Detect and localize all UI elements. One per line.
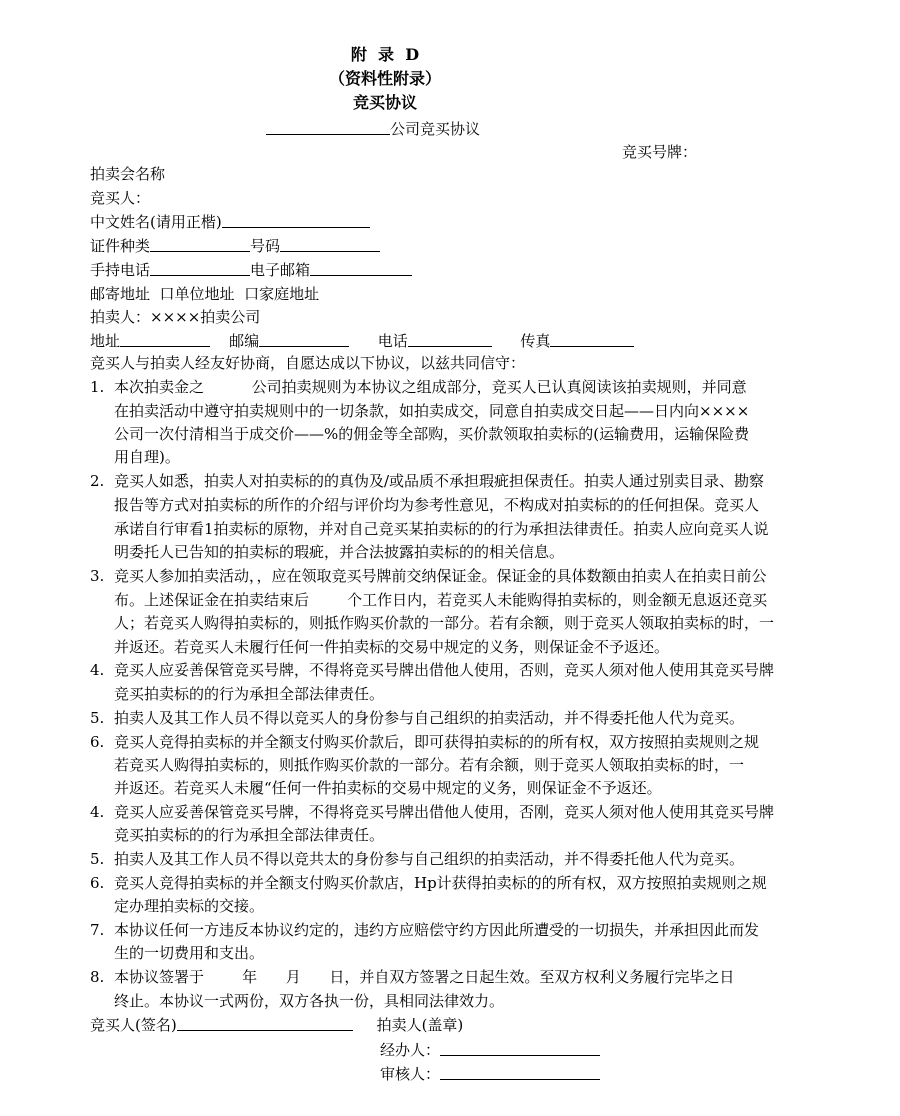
intro-text: 竞买人与拍卖人经友好协商，自愿达成以下协议，以兹共同信守：	[90, 354, 526, 372]
handler-field	[380, 1039, 600, 1061]
clause-line: 报告等方式对拍卖标的所作的介绍与评价均为参考性意见，不构成对拍卖标的的任何担保。竞买人	[114, 496, 760, 514]
fax-blank	[550, 331, 634, 347]
bidder-signature-blank	[177, 1015, 353, 1031]
paddle-number-label: 竞买号牌：	[622, 143, 698, 161]
email-blank	[310, 260, 412, 276]
clause-number: 8.	[90, 968, 105, 986]
clause-line: 公司一次付清相当于成交价——%的佣金等全部购，买价款领取拍卖标的(运输费用，运输保险费	[114, 425, 750, 443]
id-number-blank	[280, 236, 380, 252]
bidder-signature-field	[90, 1014, 463, 1036]
clause-line: 定办理拍卖标的交接。	[114, 897, 265, 915]
id-type-label: 证件种类	[90, 237, 151, 255]
id-number-label: 号码	[250, 237, 281, 255]
appendix-note: （资料性附录）	[328, 69, 441, 88]
id-type-blank	[150, 236, 250, 252]
clause-line: 竞买人竞得拍卖标的并全额支付购买价款店，Hp计获得拍卖标的的所有权，双方按照拍卖规则之规	[114, 874, 767, 892]
clause-number: 4.	[90, 661, 105, 679]
clause-line: 若竞买人购得拍卖标的，则抵作购买价款的一部分。若有余额，则于竞买人领取拍卖标的时，一	[114, 756, 745, 774]
document-title: 竞买协议	[352, 93, 417, 112]
chinese-name-blank	[222, 212, 370, 228]
phone-label: 电话	[377, 332, 408, 350]
clause-line: 本协议任何一方违反本协议约定的，违约方应赔偿守约方因此所遭受的一切损失，并承担因此而发	[114, 921, 760, 939]
clause-line: 人；若竞买人购得拍卖标的，则抵作购买价款的一部分。若有余额，则于竞买人领取拍卖标的时，一	[114, 614, 775, 632]
clause-line: 竞买人参加拍卖活动，，应在领取竞买号牌前交纳保证金。保证金的具体数额由拍卖人在拍卖日前公	[114, 567, 767, 585]
id-field	[90, 235, 380, 257]
clause-number: 3.	[90, 567, 105, 585]
company-suffix: 公司竞买协议	[390, 120, 481, 138]
contact-field	[90, 259, 412, 281]
clause-line: 竞买人竞得拍卖标的并全额支付购买价款后，即可获得拍卖标的的所有权，双方按照拍卖规则之规	[114, 733, 760, 751]
clause-number: 5.	[90, 850, 105, 868]
clause-number: 2.	[90, 472, 105, 490]
clause-line: 并返还。若竞买人未履行任何一件拍卖标的交易中规定的义务，则保证金不予返还。	[114, 638, 670, 656]
fax-label: 传真	[520, 332, 551, 350]
auctioneer-label: 拍卖人：××××拍卖公司	[90, 308, 261, 326]
clause-number: 6.	[90, 733, 105, 751]
address-blank	[120, 331, 210, 347]
clause-number: 6.	[90, 874, 105, 892]
email-label: 电子邮箱	[250, 261, 311, 279]
auctioneer-contact-field	[90, 330, 634, 352]
clause-line: 并返还。若竞买人未履“任何一件拍卖标的交易中规定的义务，则保证金不予返还。	[114, 779, 662, 797]
clause-line: 明委托人已告知的拍卖标的瑕疵，并合法披露拍卖标的的相关信息。	[114, 543, 565, 561]
clause-line: 竞买拍卖标的的行为承担全部法律责任。	[114, 826, 385, 844]
clause-line: 终止。本协议一式两份，双方各执一份，具相同法律效力。	[114, 992, 505, 1010]
clause-line: 拍卖人及其工作人员不得以竞共太的身份参与自己组织的拍卖活动，并不得委托他人代为竞买。	[114, 850, 745, 868]
reviewer-blank	[440, 1064, 600, 1080]
clause-number: 4.	[90, 803, 105, 821]
appendix-heading: 附 录 D	[350, 45, 420, 64]
bidder-signature-label: 竞买人(签名)	[90, 1016, 177, 1034]
auctioneer-seal-label: 拍卖人(盖章)	[376, 1016, 464, 1034]
company-name-blank	[266, 119, 390, 135]
reviewer-label: 审核人：	[380, 1065, 441, 1083]
clause-line: 生的一切费用和支出。	[114, 944, 265, 962]
mailing-address-label: 邮寄地址 口单位地址 口家庭地址	[90, 285, 320, 303]
clause-line: 竞买人如悉，拍卖人对拍卖标的的真伪及/或品质不承担瑕疵担保责任。拍卖人通过别卖目录、勘察	[114, 472, 765, 490]
clause-line: 竞买人应妥善保管竞买号牌，不得将竞买号牌出借他人使用，否则，竞买人须对他人使用其竞买号牌	[114, 661, 775, 679]
mobile-label: 手持电话	[90, 261, 151, 279]
clause-line: 本次拍卖金之 公司拍卖规则为本协议之组成部分，竞买人已认真阅读该拍卖规则，并同意	[114, 378, 747, 396]
clause-number: 7.	[90, 921, 105, 939]
handler-blank	[440, 1040, 600, 1056]
clause-line: 在拍卖活动中遵守拍卖规则中的一切条款，如拍卖成交，同意自拍卖成交日起——日内向××××	[114, 402, 750, 420]
postcode-label: 邮编	[229, 332, 260, 350]
clause-line: 承诺自行审看1拍卖标的原物，并对自己竞买某拍卖标的的行为承担法律责任。拍卖人应向竞买人说	[114, 520, 769, 538]
clause-number: 5.	[90, 709, 105, 727]
chinese-name-field	[90, 211, 370, 233]
chinese-name-label: 中文姓名(请用正楷)	[90, 213, 222, 231]
address-label: 地址	[90, 332, 121, 350]
clause-line: 用自理)。	[114, 448, 180, 466]
reviewer-field	[380, 1063, 600, 1085]
phone-blank	[408, 331, 492, 347]
company-agreement-line	[266, 118, 480, 140]
clause-number: 1.	[90, 378, 105, 396]
postcode-blank	[259, 331, 349, 347]
clause-line: 竞买拍卖标的的行为承担全部法律责任。	[114, 685, 385, 703]
clause-line: 布。上述保证金在拍卖结束后 个工作日内，若竞买人未能购得拍卖标的，则金额无息返还竞买	[114, 591, 768, 609]
bidder-label: 竞买人：	[90, 189, 151, 207]
clause-line: 本协议签署于 年 月 日，并自双方签署之日起生效。至双方权利义务履行完毕之日	[114, 968, 735, 986]
auction-name-label: 拍卖会名称	[90, 165, 166, 183]
clause-line: 拍卖人及其工作人员不得以竞买人的身份参与自己组织的拍卖活动，并不得委托他人代为竞买。	[114, 709, 745, 727]
mobile-blank	[150, 260, 250, 276]
handler-label: 经办人：	[380, 1041, 441, 1059]
clause-line: 竞买人应妥善保管竞买号牌，不得将竞买号牌出借他人使用，否刚，竞买人须对他人使用其竞买号牌	[114, 803, 775, 821]
